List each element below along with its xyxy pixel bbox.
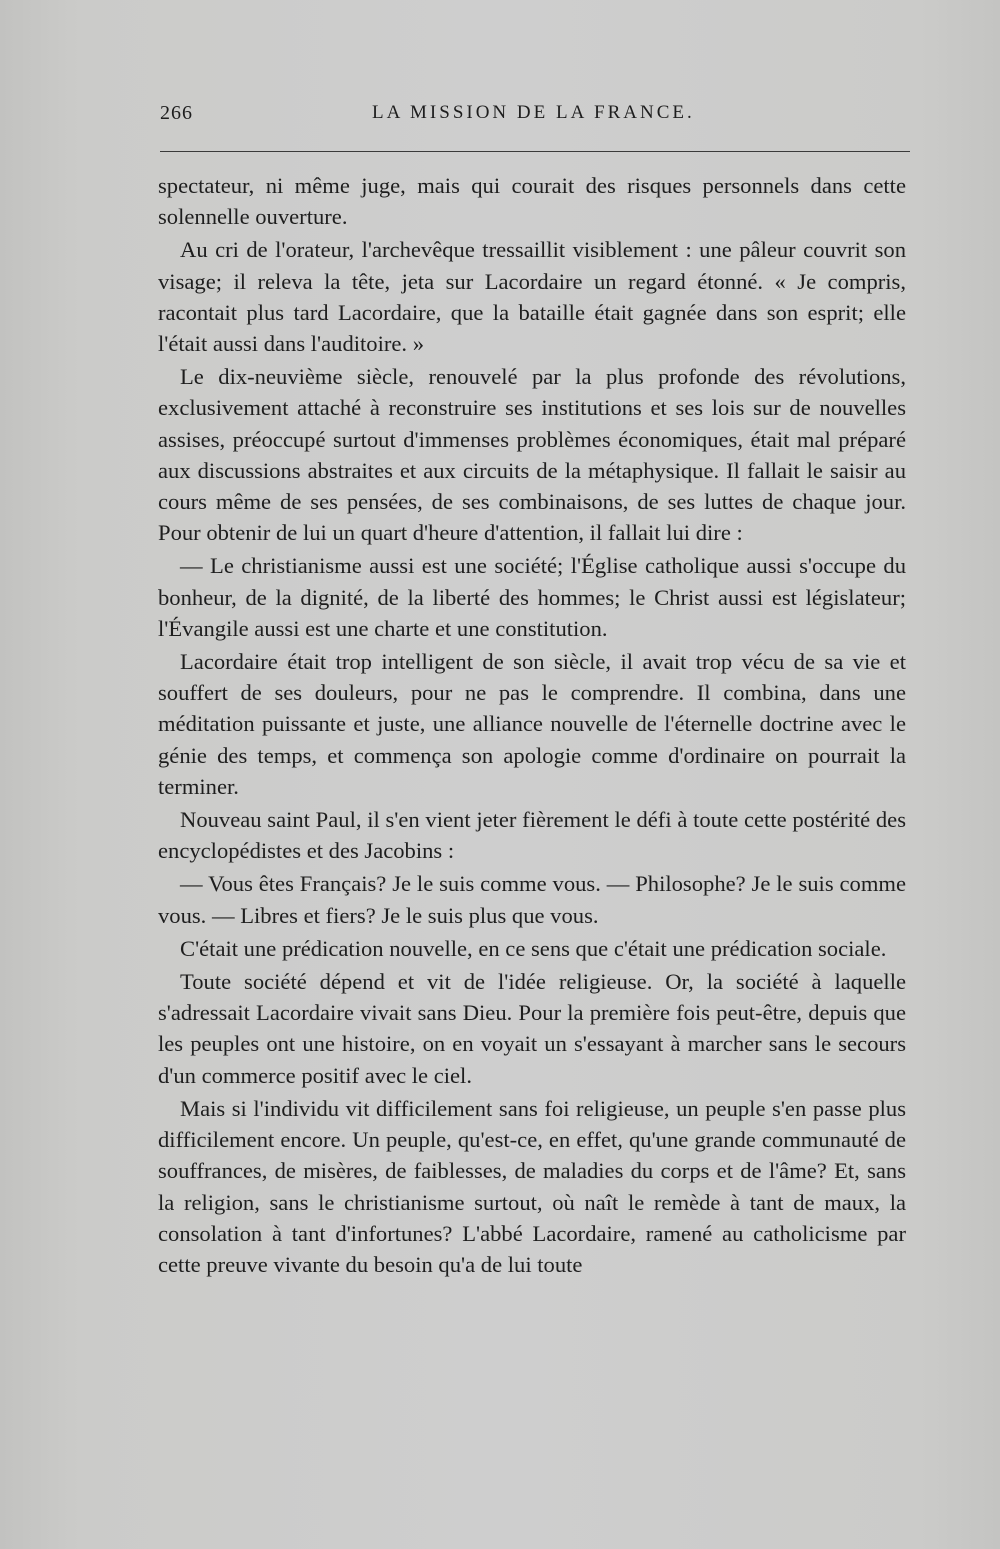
paragraph: — Le christianisme aussi est une société; l'Église catholique aussi s'occupe du bonheur, de la dignité, de la liberté des hommes; le Christ aussi est législateur; l'Évangile aussi est une charte et une constitution. [158, 553, 906, 641]
paragraph: Toute société dépend et vit de l'idée religieuse. Or, la société à laquelle s'adressait Lacordaire vivait sans Dieu. Pour la première fois peut-être, depuis que les peuples ont une histoire, on en voyait un s'essayant à marcher sans le secours d'un commerce positif avec le ciel. [158, 969, 906, 1088]
page-number: 266 [160, 102, 193, 124]
body-text [158, 170, 906, 1282]
paragraph: — Vous êtes Français? Je le suis comme vous. — Philosophe? Je le suis comme vous. — Libres et fiers? Je le suis plus que vous. [158, 871, 906, 928]
running-head [160, 102, 910, 132]
paragraph: Mais si l'individu vit difficilement sans foi religieuse, un peuple s'en passe plus difficilement encore. Un peuple, qu'est-ce, en effet, qu'une grande communauté de souffrances, de misères, de faiblesses, de maladies du corps et de l'âme? Et, sans la religion, sans le christianisme surtout, où naît le remède à tant de maux, la consolation à tant d'infortunes? L'abbé Lacordaire, ramené au catholicisme par cette preuve vivante du besoin qu'a de lui toute [158, 1095, 906, 1277]
paragraph: spectateur, ni même juge, mais qui courait des risques personnels dans cette solennelle ouverture. [158, 173, 906, 230]
running-title: LA MISSION DE LA FRANCE. [372, 102, 695, 123]
paragraph: Au cri de l'orateur, l'archevêque tressaillit visiblement : une pâleur couvrit son visage; il releva la tête, jeta sur Lacordaire un regard étonné. « Je compris, racontait plus tard Lacordaire, que la bataille était gagnée dans son esprit; elle l'était aussi dans l'auditoire. » [158, 237, 906, 357]
header-rule [160, 151, 910, 152]
paragraph: Nouveau saint Paul, il s'en vient jeter fièrement le défi à toute cette postérité des encyclopédistes et des Jacobins : [158, 807, 906, 864]
paragraph: C'était une prédication nouvelle, en ce sens que c'était une prédication sociale. [180, 935, 887, 961]
paragraph: Lacordaire était trop intelligent de son siècle, il avait trop vécu de sa vie et souffert de ses douleurs, pour ne pas le comprendre. Il combina, dans une méditation puissante et juste, une alliance nouvelle de l'éternelle doctrine avec le génie des temps, et commença son apologie comme d'ordinaire on pourrait la terminer. [158, 649, 906, 799]
paragraph: Le dix-neuvième siècle, renouvelé par la plus profonde des révolutions, exclusivement attaché à reconstruire ses institutions et ses lois sur de nouvelles assises, préoccupé surtout d'immenses problèmes économiques, était mal préparé aux discussions abstraites et aux circuits de la métaphysique. Il fallait le saisir au cours même de ses pensées, de ses combinaisons, de ses luttes de chaque jour. Pour obtenir de lui un quart d'heure d'attention, il fallait lui dire : [158, 364, 906, 546]
